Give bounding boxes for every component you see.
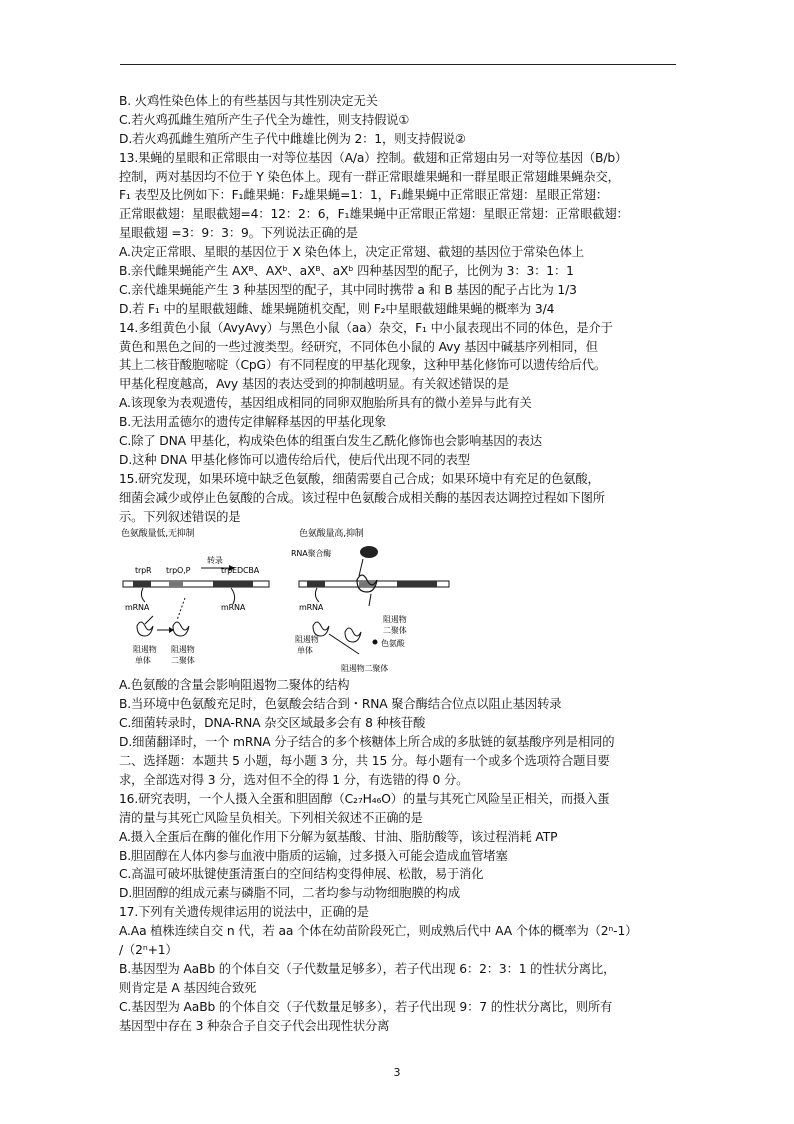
trpR-label: trpR (135, 566, 152, 576)
text-line: B.基因型为 AaBb 的个体自交（子代数量足够多），若子代出现 6：2：3：1 的性状分离比， (119, 961, 616, 976)
text-line: 16.研究表明，一个人摄入全蛋和胆固醇（C₂₇H₄₆O）的量与其死亡风险呈正相关，而摄入蛋 (119, 791, 610, 806)
right-title: 色氨酸量高,抑制 (299, 529, 364, 540)
page-body (119, 92, 679, 1035)
text-line: 甲基化程度越高，Avy 基因的表达受到的抑制越明显。有关叙述错误的是 (119, 377, 509, 392)
text-line: D.这种 DNA 甲基化修饰可以遗传给后代，使后代出现不同的表型 (119, 452, 470, 467)
text-line: 细菌会减少或停止色氨酸的合成。该过程中色氨酸合成相关酶的基因表达调控过程如下图所 (119, 490, 605, 505)
text-line: 其上二核苷酸胞嘧啶（CpG）有不同程度的甲基化现象，这种甲基化修饰可以遗传给后代。 (119, 358, 607, 373)
rna-polymerase-label: RNA聚合酶 (291, 549, 332, 559)
operator-region-right (359, 581, 375, 587)
text-line: 14.多组黄色小鼠（AvyAvy）与黑色小鼠（aa）杂交，F₁ 中小鼠表现出不同的体色，是介于 (119, 320, 613, 335)
text-line: C.基因型为 AaBb 的个体自交（子代数量足够多），若子代出现 9：7 的性状分离比，则所有 (119, 999, 613, 1014)
text-line: C.高温可破坏肽键使蛋清蛋白的空间结构变得伸展、松散，易于消化 (119, 867, 484, 882)
text-line: A.Aa 植株连续自交 n 代，若 aa 个体在幼苗阶段死亡，则成熟后代中 AA 个体的概率为（2ⁿ-1） (119, 924, 638, 939)
diagram-svg (119, 526, 679, 676)
tryptophan-label: 色氨酸 (381, 639, 405, 649)
polymerase-blocked-arrow (359, 559, 363, 576)
right-monomer-label-2: 单体 (297, 646, 313, 656)
text-line: 正常眼截翅：星眼截翅=4：12：2：6，F₁雄果蝇中正常眼正常翅：星眼正常翅：正常眼截翅： (119, 207, 629, 222)
text-line: B.亲代雌果蝇能产生 AXᴮ、AXᵇ、aXᴮ、aXᵇ 四种基因型的配子，比例为 3：3：1：1 (119, 264, 574, 279)
text-line: 清的量与其死亡风险呈负相关。下列相关叙述不正确的是 (119, 810, 423, 825)
rna-polymerase-icon (360, 546, 378, 558)
dimer-link-left (177, 598, 185, 620)
text-line: 二、选择题：本题共 5 小题，每小题 3 分，共 15 分。每小题有一个或多个选项符合题目要 (119, 754, 610, 769)
trp-operon-diagram (119, 526, 679, 676)
text-line: 则肯定是 A 基因纯合致死 (119, 980, 257, 995)
text-line: A.该现象为表观遗传，基因组成相同的同卵双胞胎所具有的微小差异与此有关 (119, 396, 532, 411)
text-line: D.若 F₁ 中的星眼截翅雌、雄果蝇随机交配，则 F₂中星眼截翅雌果蝇的概率为 3/4 (119, 301, 555, 316)
text-line: C.细菌转录时，DNA-RNA 杂交区域最多会有 8 种核苷酸 (119, 716, 426, 731)
bottom-dimer-label: 阻遏物二聚体 (341, 664, 389, 674)
repressor-free-dimer-right (345, 628, 361, 642)
text-line: D.若火鸡孤雌生殖所产生子代中雌雄比例为 2：1，则支持假说② (119, 131, 466, 146)
trpEDCBA-label: trpEDCBA (221, 566, 260, 576)
header-rule (120, 64, 676, 65)
text-line: 17.下列有关遗传规律运用的说法中，正确的是 (119, 905, 369, 920)
text-line: D.细菌翻译时，一个 mRNA 分子结合的多个核糖体上所合成的多肽链的氨基酸序列是相同的 (119, 735, 615, 750)
text-line: 求，全部选对得 3 分，选对但不全的得 1 分，有选错的得 0 分。 (119, 772, 469, 787)
trpOP-label: trpO,P (166, 566, 191, 576)
binding-arrow-right (369, 594, 371, 606)
dimer-label-1: 阻遏物 (171, 645, 195, 655)
tryptophan-dot (373, 640, 378, 645)
text-line: /（2ⁿ+1） (119, 942, 178, 957)
repressor-dimer-left (173, 622, 189, 636)
trpR-gene-right (307, 581, 325, 587)
structural-genes-right (397, 581, 437, 587)
monomer-label-1: 阻遏物 (133, 645, 157, 655)
dimer-path-right (329, 634, 359, 654)
operator-region (169, 581, 183, 587)
repressor-monomer-right (313, 622, 329, 636)
mrna-label-right-panel: mRNA (299, 603, 324, 613)
text-line: F₁ 表型及比例如下：F₁雌果蝇：F₂雄果蝇=1：1，F₁雌果蝇中正常眼正常翅：星眼正常翅： (119, 188, 609, 203)
text-block-lower (119, 676, 679, 1035)
text-line: B.当环境中色氨酸充足时，色氨酸会结合到・RNA 聚合酶结合位点以阻止基因转录 (119, 697, 562, 712)
dimer-label-2: 二聚体 (171, 656, 195, 666)
text-line: 星眼截翅 =3：9：3：9。下列说法正确的是 (119, 226, 358, 241)
text-line: 控制，两对基因均不位于 Y 染色体上。现有一群正常眼雄果蝇和一群星眼正常翅雌果蝇杂交， (119, 169, 620, 184)
text-block-upper (119, 92, 679, 526)
text-line: C.若火鸡孤雌生殖所产生子代全为雄性，则支持假说① (119, 112, 410, 127)
right-monomer-label-1: 阻遏物 (295, 635, 319, 645)
text-line: B. 火鸡性染色体上的有些基因与其性别决定无关 (119, 94, 378, 108)
right-dimer-label-1: 阻遏物 (383, 615, 407, 625)
mrna-label-left: mRNA (125, 603, 150, 613)
repressor-monomer-left (137, 622, 153, 636)
text-line: 基因型中存在 3 种杂合子自交子代会出现性状分离 (119, 1018, 390, 1033)
mrna-label-right: mRNA (221, 603, 246, 613)
structural-genes (213, 581, 253, 587)
transcription-label: 转录 (207, 556, 223, 566)
page-number: 3 (393, 1066, 401, 1079)
text-line: D.胆固醇的组成元素与磷脂不同，二者均参与动物细胞膜的构成 (119, 886, 461, 901)
text-line: 15.研究发现，如果环境中缺乏色氨酸，细菌需要自己合成；如果环境中有充足的色氨酸， (119, 471, 600, 486)
text-line: B.无法用孟德尔的遗传定律解释基因的甲基化现象 (119, 415, 387, 430)
text-line: A.决定正常眼、星眼的基因位于 X 染色体上，决定正常翅、截翅的基因位于常染色体上 (119, 245, 584, 260)
text-line: 示。下列叙述错误的是 (119, 509, 241, 524)
trpR-gene (133, 581, 151, 587)
mrna-arrow-right (231, 588, 235, 604)
left-title: 色氨酸量低,无抑制 (121, 529, 195, 540)
text-line: 13.果蝇的星眼和正常眼由一对等位基因（A/a）控制。截翅和正常翅由另一对等位基因（B/b） (119, 150, 628, 165)
right-dimer-label-2: 二聚体 (383, 626, 407, 636)
mrna-arrow-right-panel (315, 588, 319, 602)
text-line: 黄色和黑色之间的一些过渡类型。经研究，不同体色小鼠的 Avy 基因中碱基序列相同，但 (119, 339, 598, 354)
translation-arrow-left (145, 616, 153, 624)
text-line: B.胆固醇在人体内参与血液中脂质的运输，过多摄入可能会造成血管堵塞 (119, 848, 508, 863)
text-line: C.亲代雄果蝇能产生 3 种基因型的配子，其中同时携带 a 和 B 基因的配子占比为 1/3 (119, 282, 577, 297)
text-line: A.摄入全蛋后在酶的催化作用下分解为氨基酸、甘油、脂肪酸等，该过程消耗 ATP (119, 829, 558, 844)
mrna-arrow-left (141, 588, 145, 602)
text-line: A.色氨酸的含量会影响阻遏物二聚体的结构 (119, 678, 350, 693)
monomer-label-2: 单体 (135, 656, 151, 666)
text-line: C.除了 DNA 甲基化，构成染色体的组蛋白发生乙酰化修饰也会影响基因的表达 (119, 434, 542, 449)
